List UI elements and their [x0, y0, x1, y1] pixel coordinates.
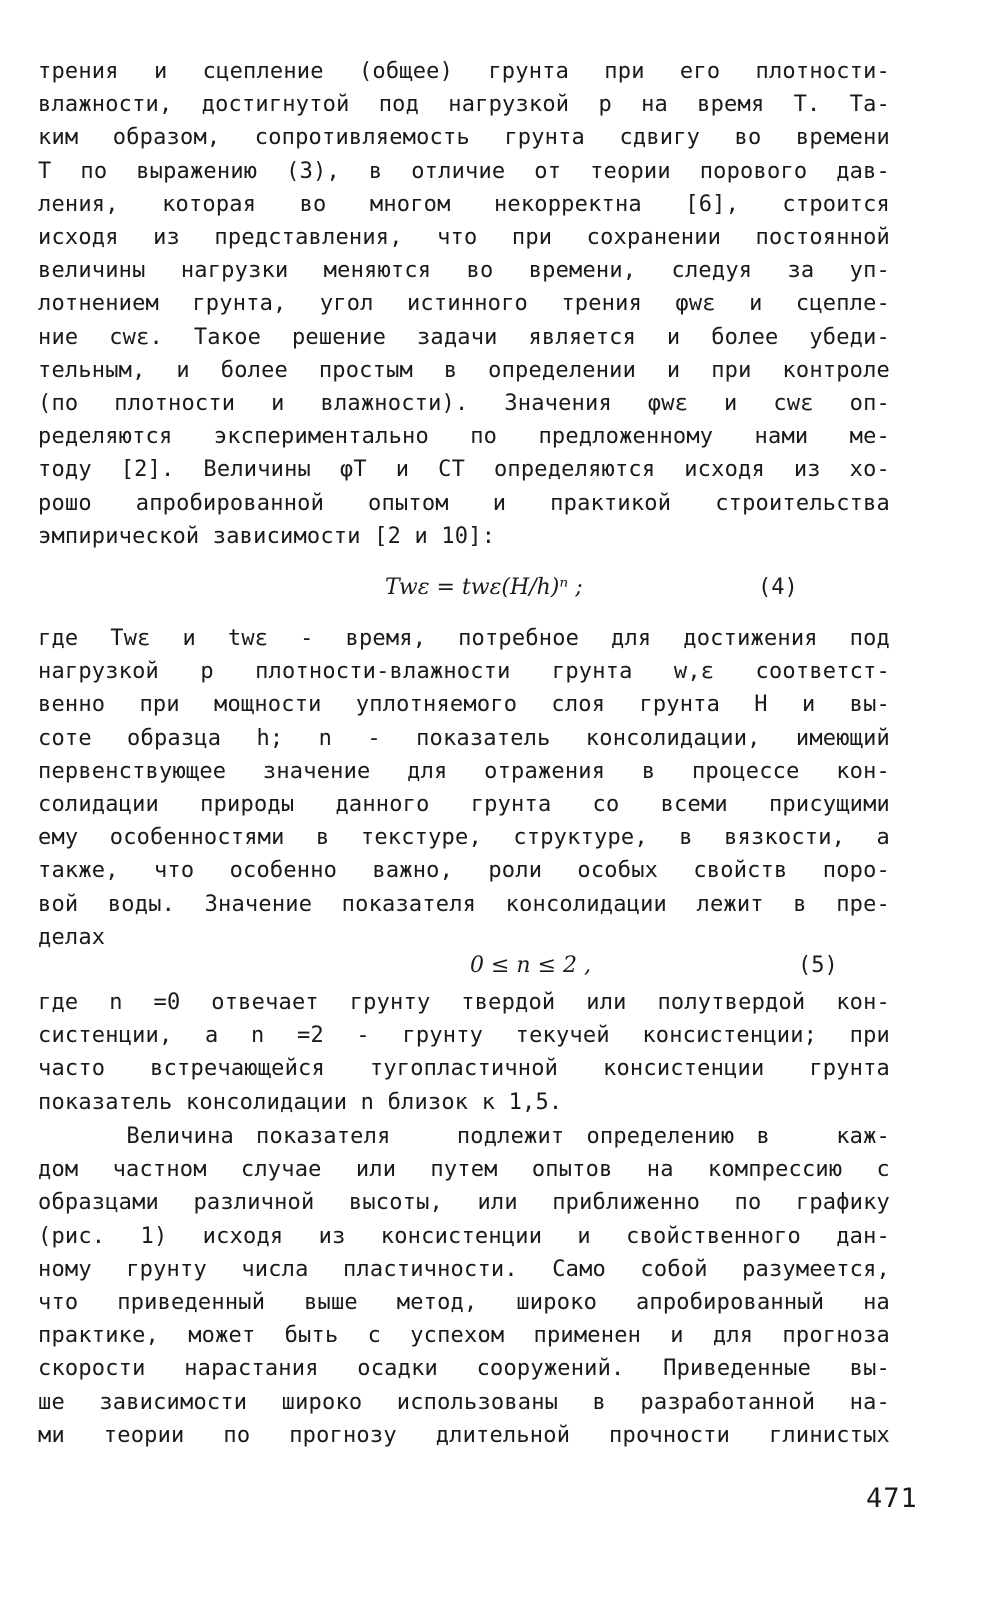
- text-line: солидации природы данного грунта со всеми присущими: [38, 792, 890, 818]
- text-line: ким образом, сопротивляемость грунта сдвигу во времени: [38, 125, 890, 151]
- text-line: эмпирической зависимости [2 и 10]:: [38, 523, 496, 549]
- text-line: показатель консолидации n близок к 1,5.: [38, 1089, 563, 1115]
- paragraph-3: [38, 986, 890, 1119]
- text-line: лотнением грунта, угол истинного трения φwε и сцепле-: [38, 291, 890, 317]
- text-line: скорости нарастания осадки сооружений. Приведенные вы-: [38, 1356, 890, 1382]
- text-line: T по выражению (3), в отличие от теории порового дав-: [38, 158, 890, 184]
- text-line: ления, которая во многом некорректна [6], строится: [38, 191, 890, 217]
- text-line: систенции, а n =2 - грунту текучей консистенции; при: [38, 1023, 890, 1049]
- text-line: тельным, и более простым в определении и при контроле: [38, 357, 890, 383]
- formula-4: Twε = twε(H/h)ⁿ ;: [385, 575, 583, 600]
- text-line: трения и сцепление (общее) грунта при его плотности-: [38, 59, 890, 84]
- text-line: Величина показателя подлежит определению в каж-: [38, 1124, 890, 1149]
- text-line: вой воды. Значение показателя консолидации лежит в пре-: [38, 891, 890, 917]
- text-line: образцами различной высоты, или приближенно по графику: [38, 1190, 890, 1216]
- text-line: (по плотности и влажности). Значения φwε и cwε оп-: [38, 391, 890, 417]
- text-line: также, что особенно важно, роли особых свойств поро-: [38, 858, 890, 884]
- text-line: рошо апробированной опытом и практикой строительства: [38, 490, 890, 516]
- text-line: ми теории по прогнозу длительной прочности глинистых: [38, 1422, 890, 1448]
- formula-5: 0 ≤ n ≤ 2 ,: [470, 953, 591, 978]
- text-line: ние cwε. Такое решение задачи является и более убеди-: [38, 324, 890, 350]
- text-line: практике, может быть с успехом применен и для прогноза: [38, 1323, 890, 1349]
- text-line: где Twε и twε - время, потребное для достижения под: [38, 626, 890, 651]
- text-line: влажности, достигнутой под нагрузкой p на время T. Та-: [38, 92, 890, 118]
- text-line: тоду [2]. Величины φT и CT определяются исходя из хо-: [38, 457, 890, 483]
- page-number: 471: [866, 1483, 918, 1514]
- text-line: часто встречающейся тугопластичной консистенции грунта: [38, 1056, 890, 1082]
- text-line: первенствующее значение для отражения в процессе кон-: [38, 758, 890, 784]
- text-line: ему особенностями в текстуре, структуре, в вязкости, а: [38, 825, 890, 851]
- paragraph-2: [38, 622, 890, 954]
- text-line: ше зависимости широко использованы в разработанной на-: [38, 1389, 890, 1415]
- text-line: ному грунту числа пластичности. Само собой разумеется,: [38, 1256, 890, 1282]
- equation-number-4: (4): [758, 575, 798, 600]
- paragraph-4: [38, 1120, 890, 1452]
- text-line: исходя из представления, что при сохранении постоянной: [38, 225, 890, 251]
- text-line: (рис. 1) исходя из консистенции и свойственного дан-: [38, 1223, 890, 1249]
- text-line: ределяются экспериментально по предложенному нами ме-: [38, 424, 890, 450]
- text-line: где n =0 отвечает грунту твердой или полутвердой кон-: [38, 990, 890, 1015]
- text-line: венно при мощности уплотняемого слоя грунта H и вы-: [38, 692, 890, 718]
- text-line: что приведенный выше метод, широко апробированный на: [38, 1290, 890, 1316]
- equation-number-5: (5): [798, 953, 838, 978]
- text-line: величины нагрузки меняются во времени, следуя за уп-: [38, 258, 890, 284]
- text-line: делах: [38, 924, 106, 950]
- text-line: дом частном случае или путем опытов на компрессию с: [38, 1157, 890, 1183]
- text-line: нагрузкой р плотности-влажности грунта w,ε соответст-: [38, 659, 890, 685]
- paragraph-1: [38, 55, 890, 553]
- text-line: соте образца h; n - показатель консолидации, имеющий: [38, 725, 890, 751]
